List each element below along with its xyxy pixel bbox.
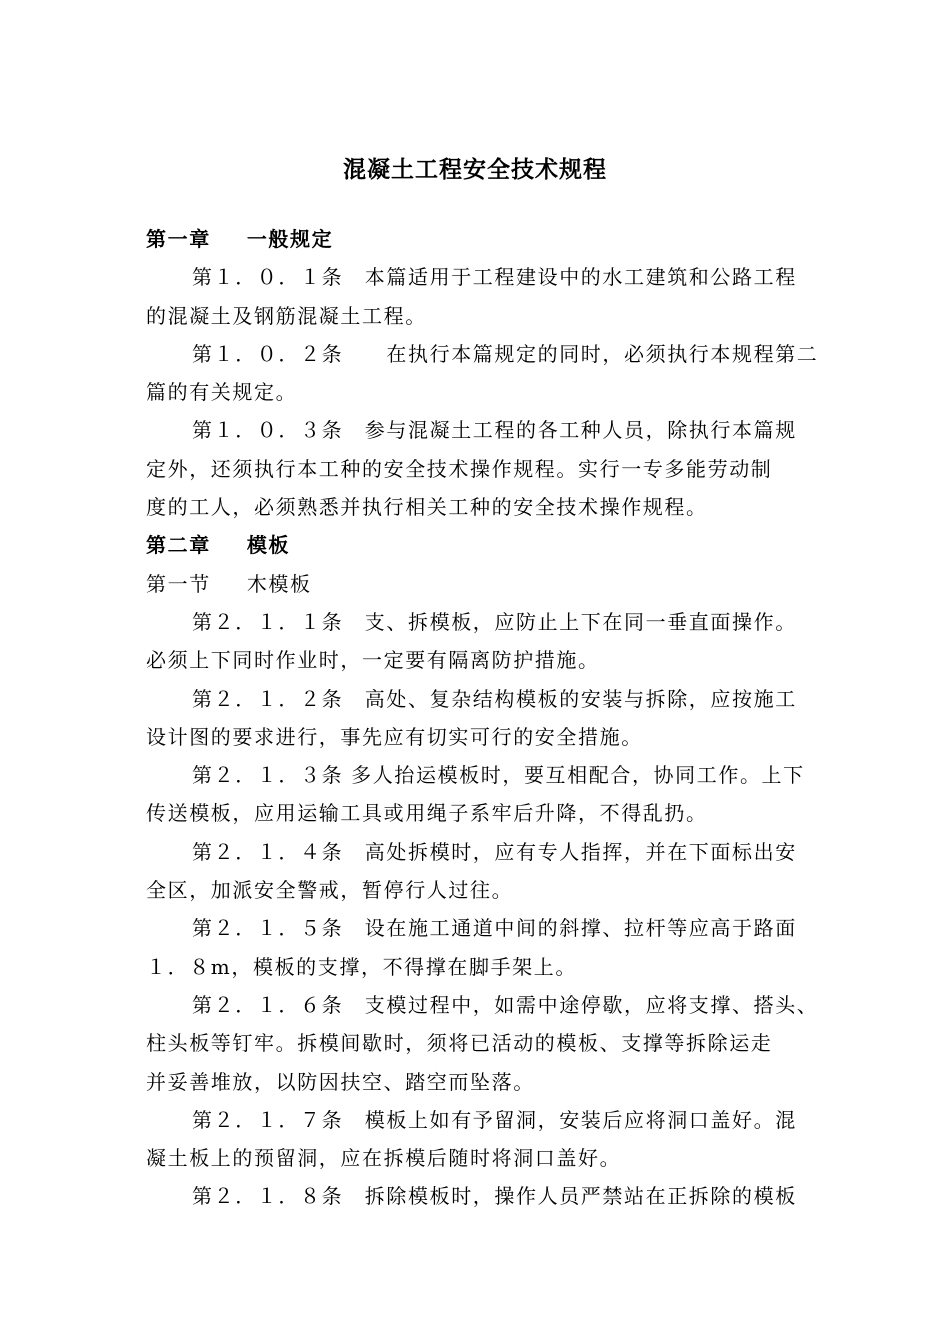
clause-continuation: 并妥善堆放，以防因扶空、踏空而坠落。 [146,1069,535,1094]
clause-line: 第２．１．３条 多人抬运模板时，要互相配合，协同工作。上下 [192,763,805,788]
clause-continuation: 全区，加派安全警戒，暂停行人过往。 [146,878,514,903]
clause-continuation: 度的工人，必须熟悉并执行相关工种的安全技术操作规程。 [146,495,708,520]
clause-line: 第２．１．２条 高处、复杂结构模板的安装与拆除，应按施工 [192,686,797,711]
clause-line: 第２．１．７条 模板上如有予留洞，安装后应将洞口盖好。混 [192,1107,797,1132]
chapter-label: 第二章 [146,533,211,558]
clause-line: 第２．１．１条 支、拆模板，应防止上下在同一垂直面操作。 [192,609,797,634]
clause-line: 第１．０．２条 在执行本篇规定的同时，必须执行本规程第二 [192,341,819,366]
clause-continuation: 设计图的要求进行，事先应有切实可行的安全措施。 [146,724,643,749]
chapter-heading [146,220,816,258]
clause-continuation: １．８m，模板的支撑，不得撑在脚手架上。 [146,954,577,979]
clause-line: 第２．１．８条 拆除模板时，操作人员严禁站在正拆除的模板 [192,1184,797,1209]
chapter-label: 第一章 [146,227,211,251]
clause-continuation: 定外，还须执行本工种的安全技术操作规程。实行一专多能劳动制 [146,456,773,481]
document-title: 混凝土工程安全技术规程 [343,156,607,183]
clause-continuation: 传送模板，应用运输工具或用绳子系牢后升降，不得乱扔。 [146,801,708,826]
clause-continuation: 柱头板等钉牢。拆模间歇时，须将已活动的模板、支撑等拆除运走 [146,1031,773,1056]
chapter-heading [146,526,816,564]
clause-line: 第２．１．４条 高处拆模时，应有专人指挥，并在下面标出安 [192,839,797,864]
section-title: 木模板 [246,571,312,596]
clause-line: 第１．０．３条 参与混凝土工程的各工种人员，除执行本篇规 [192,418,797,443]
document-body [146,220,819,1216]
clause-continuation: 凝土板上的预留洞，应在拆模后随时将洞口盖好。 [146,1146,622,1171]
chapter-title: 模板 [246,533,291,558]
clause-line: 第２．１．５条 设在施工通道中间的斜撑、拉杆等应高于路面 [192,916,797,941]
section-heading [146,565,816,603]
chapter-title: 一般规定 [246,227,334,251]
section-label: 第一节 [146,571,211,596]
clause-line: 第１．０．１条 本篇适用于工程建设中的水工建筑和公路工程 [192,265,797,290]
clause-continuation: 篇的有关规定。 [146,380,298,405]
clause-line: 第２．１．６条 支模过程中，如需中途停歇，应将支撑、搭头、 [192,992,819,1017]
clause-continuation: 必须上下同时作业时，一定要有隔离防护措施。 [146,648,600,673]
clause-continuation: 的混凝土及钢筋混凝土工程。 [146,303,427,328]
